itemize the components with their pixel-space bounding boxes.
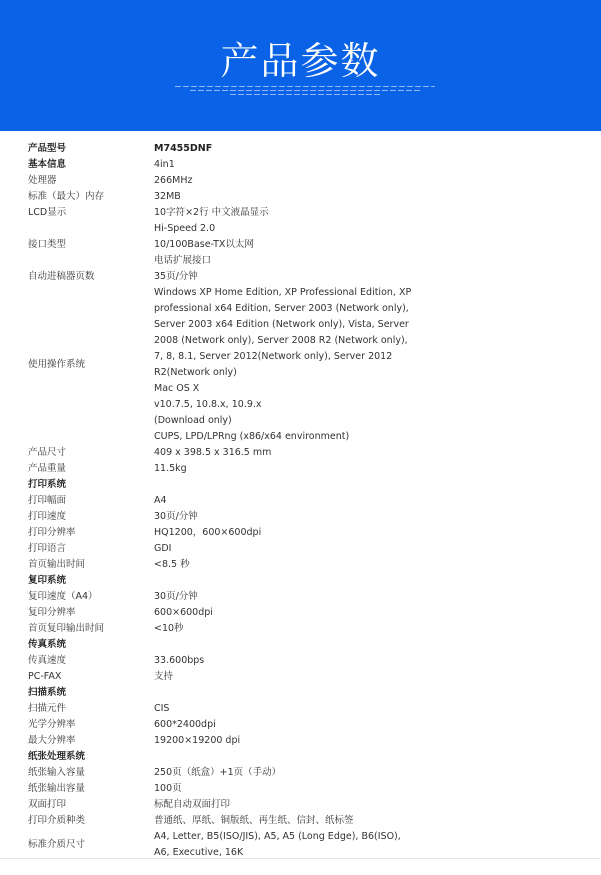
spec-label: 纸张输入容量 <box>28 767 86 778</box>
table-row <box>28 797 588 813</box>
spec-label: 标准介质尺寸 <box>28 839 86 850</box>
divider <box>0 858 601 859</box>
spec-value: 30页/分钟 <box>154 591 198 602</box>
spec-label: 标准（最大）内存 <box>28 191 105 202</box>
section-heading: 扫描系统 <box>28 687 67 698</box>
spec-label: 自动进稿器页数 <box>28 271 95 282</box>
table-row <box>28 733 588 749</box>
spec-value-multiline <box>154 285 588 445</box>
header-banner <box>0 0 601 131</box>
table-row <box>28 525 588 541</box>
os-line: Windows XP Home Edition, XP Professional Edition, XP <box>154 287 412 298</box>
os-line: v10.7.5, 10.8.x, 10.9.x <box>154 399 262 410</box>
section-header-row <box>28 685 588 701</box>
banner-decoration <box>175 86 435 98</box>
spec-label: 扫描元件 <box>28 703 67 714</box>
spec-label: 双面打印 <box>28 799 67 810</box>
table-row <box>28 237 588 253</box>
spec-value: Hi-Speed 2.0 <box>154 223 216 234</box>
media-size-line: A4, Letter, B5(ISO/JIS), A5, A5 (Long Edge), B6(ISO), <box>154 831 401 842</box>
table-row <box>28 765 588 781</box>
spec-label: 最大分辨率 <box>28 735 76 746</box>
os-line: Mac OS X <box>154 383 200 394</box>
table-row <box>28 653 588 669</box>
table-row <box>28 509 588 525</box>
section-heading: 打印系统 <box>28 479 67 490</box>
table-row <box>28 829 588 861</box>
spec-value: 600×600dpi <box>154 607 213 618</box>
table-row <box>28 781 588 797</box>
spec-label: 产品重量 <box>28 463 67 474</box>
spec-value: 30页/分钟 <box>154 511 198 522</box>
spec-label: 打印介质种类 <box>28 815 86 826</box>
os-line: Server 2003 x64 Edition (Network only), Vista, Server <box>154 319 409 330</box>
page-title: 产品参数 <box>220 39 381 83</box>
table-row <box>28 589 588 605</box>
os-line: 7, 8, 8.1, Server 2012(Network only), Server 2012 <box>154 351 393 362</box>
spec-label: 产品型号 <box>28 143 67 154</box>
spec-label: 打印速度 <box>28 511 67 522</box>
spec-label: LCD显示 <box>28 207 67 218</box>
spec-value-multiline <box>154 829 588 861</box>
spec-label: 光学分辨率 <box>28 719 76 730</box>
spec-value: <10秒 <box>154 623 184 634</box>
table-row <box>28 269 588 285</box>
spec-value: GDI <box>154 543 172 554</box>
section-header-row <box>28 749 588 765</box>
spec-label: 产品尺寸 <box>28 447 67 458</box>
spec-value: 33.600bps <box>154 655 205 666</box>
table-row <box>28 605 588 621</box>
section-header-row <box>28 573 588 589</box>
spec-value: M7455DNF <box>154 143 213 154</box>
table-row <box>28 717 588 733</box>
table-row <box>28 621 588 637</box>
spec-value: HQ1200，600×600dpi <box>154 527 262 538</box>
table-row <box>28 157 588 173</box>
table-row <box>28 173 588 189</box>
table-row <box>28 253 588 269</box>
spec-label-empty <box>28 221 154 237</box>
decorative-line <box>190 90 420 91</box>
spec-value: 100页 <box>154 783 182 794</box>
spec-label: 复印分辨率 <box>28 607 76 618</box>
spec-value: 标配自动双面打印 <box>154 799 231 810</box>
os-line: 2008 (Network only), Server 2008 R2 (Network only), <box>154 335 408 346</box>
decorative-line <box>175 86 435 87</box>
spec-value: A4 <box>154 495 167 506</box>
spec-section <box>28 141 588 861</box>
spec-label: 传真速度 <box>28 655 67 666</box>
section-heading: 纸张处理系统 <box>28 751 86 762</box>
table-row <box>28 493 588 509</box>
table-row <box>28 669 588 685</box>
table-row <box>28 221 588 237</box>
table-row <box>28 461 588 477</box>
spec-value: 支持 <box>154 671 174 682</box>
os-line: CUPS, LPD/LPRng (x86/x64 environment) <box>154 431 350 442</box>
spec-value: 19200×19200 dpi <box>154 735 241 746</box>
table-row <box>28 285 588 445</box>
spec-label: 复印速度（A4） <box>28 591 98 602</box>
spec-label: 处理器 <box>28 175 57 186</box>
table-row <box>28 445 588 461</box>
spec-value: 250页（纸盒）+1页（手动） <box>154 767 282 778</box>
spec-label: 首页输出时间 <box>28 559 86 570</box>
spec-value: 4in1 <box>154 159 175 170</box>
spec-label-empty <box>28 253 154 269</box>
spec-label: 基本信息 <box>28 159 67 170</box>
table-row <box>28 557 588 573</box>
spec-label: 打印分辨率 <box>28 527 76 538</box>
spec-label: PC-FAX <box>28 671 62 682</box>
spec-label: 打印幅面 <box>28 495 67 506</box>
spec-value: 10/100Base-TX以太网 <box>154 239 254 250</box>
section-heading: 传真系统 <box>28 639 67 650</box>
spec-value: 10字符×2行 中文液晶显示 <box>154 207 269 218</box>
os-line: R2(Network only) <box>154 367 237 378</box>
table-row <box>28 813 588 829</box>
spec-table <box>28 141 588 861</box>
spec-value: 11.5kg <box>154 463 187 474</box>
table-row <box>28 701 588 717</box>
table-row <box>28 189 588 205</box>
spec-label: 打印语言 <box>28 543 67 554</box>
os-line: (Download only) <box>154 415 232 426</box>
decorative-line <box>230 94 380 95</box>
table-row <box>28 541 588 557</box>
spec-value: 266MHz <box>154 175 193 186</box>
spec-value: 电话扩展接口 <box>154 255 212 266</box>
spec-value: CIS <box>154 703 170 714</box>
spec-label: 接口类型 <box>28 239 67 250</box>
spec-value: 普通纸、厚纸、铜版纸、再生纸、信封、纸标签 <box>154 815 354 826</box>
table-row <box>28 141 588 157</box>
spec-value: 32MB <box>154 191 181 202</box>
spec-label: 纸张输出容量 <box>28 783 86 794</box>
spec-value: 600*2400dpi <box>154 719 216 730</box>
spec-value: 35页/分钟 <box>154 271 198 282</box>
table-row <box>28 205 588 221</box>
spec-label: 首页复印输出时间 <box>28 623 105 634</box>
os-line: professional x64 Edition, Server 2003 (Network only), <box>154 303 409 314</box>
spec-value: 409 x 398.5 x 316.5 mm <box>154 447 272 458</box>
media-size-line: A6, Executive, 16K <box>154 847 244 858</box>
section-header-row <box>28 637 588 653</box>
spec-label: 使用操作系统 <box>28 359 86 370</box>
section-header-row <box>28 477 588 493</box>
section-heading: 复印系统 <box>28 575 67 586</box>
spec-value: <8.5 秒 <box>154 559 190 570</box>
